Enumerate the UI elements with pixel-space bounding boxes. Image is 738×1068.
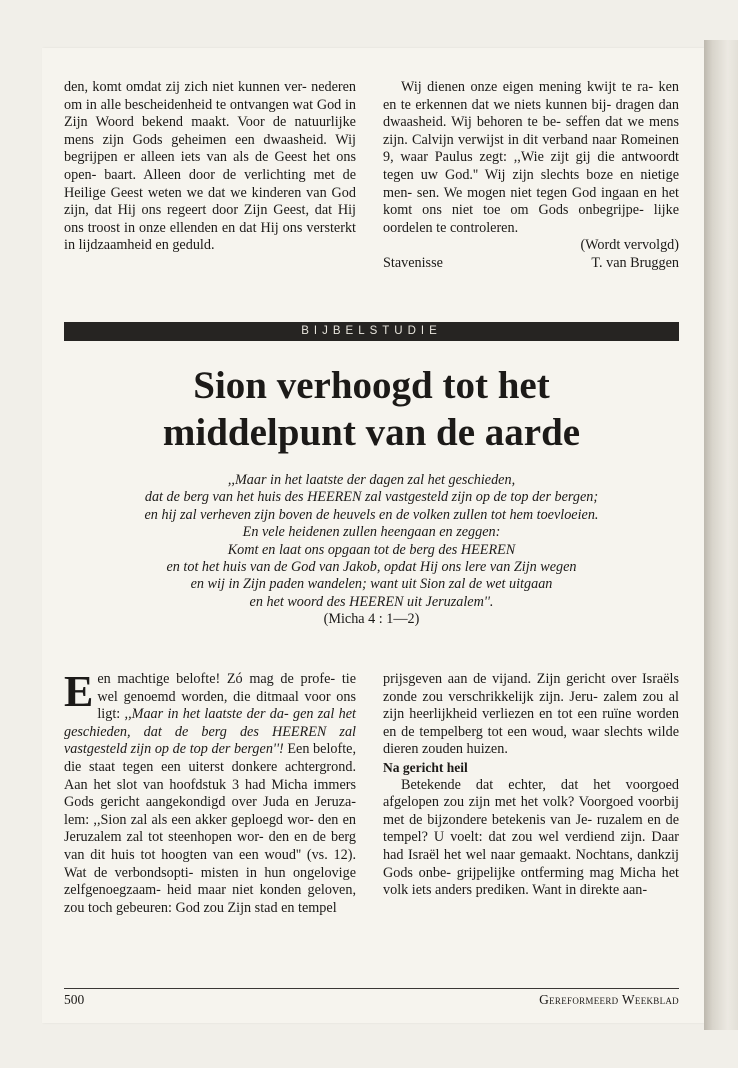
quote-line: en het woord des HEEREN uit Jeruzalem''. <box>249 593 494 610</box>
quote-line: Komt en laat ons opgaan tot de berg des HEEREN <box>227 541 516 558</box>
quote-line: ,,Maar in het laatste der dagen zal het geschieden, <box>227 472 516 488</box>
page-number: 500 <box>64 992 85 1007</box>
quote-line: dat de berg van het huis des HEEREN zal vastgesteld zijn op de top der bergen; <box>144 489 599 506</box>
drop-cap: E <box>64 667 94 716</box>
section-banner: BIJBELSTUDIE <box>64 322 679 341</box>
quote-line: en wij in Zijn paden wandelen; want uit Sion zal de wet uitgaan <box>190 576 553 593</box>
signature-line <box>383 255 679 273</box>
body-left-column <box>64 667 356 917</box>
body-left-rest: Een belofte, die staat tegen een uiterst donkere achtergrond. Aan het slot van hoofdstuk 3 had Micha immers Gods gericht aangekondigd over Juda en Jeruza- lem: ,,Sion zal als een akker geploegd wor- den en Jeruzalem zal tot steenhopen wor- den en de berg van dit huis tot hoogten van een woud'' (vs. 12). Wat de verbondsopti- misten in hun ongelovige zelfgenoegzaam- heid maar niet konden geloven, zou toch gebeuren: God zou Zijn stad en tempel <box>64 741 356 916</box>
article-title <box>64 362 679 456</box>
article-title-line-1: Sion verhoogd tot het <box>193 364 550 407</box>
signature-place: Stavenisse <box>383 254 443 271</box>
top-right-paragraph: Wij dienen onze eigen mening kwijt te ra- ken en te erkennen dat we niets kunnen bij- dragen dan dwaasheid. Wij behoren te be- seffen dat we mens zijn. Calvijn verwijst in dit verband naar Romeinen 9, waar Paulus zegt: ,,Wie zijt gij die antwoordt tegen uw God.'' Wij zijn slechts boze en nietige men- sen. We mogen niet tegen God ingaan en het komt ons niet toe om Gods onbegrijpe- lijke oordelen te controleren. <box>383 79 679 236</box>
quote-reference: (Micha 4 : 1—2) <box>323 611 420 628</box>
body-opening-paragraph <box>64 667 356 917</box>
article-title-line-2: middelpunt van de aarde <box>162 411 581 454</box>
page-footer <box>64 992 679 1008</box>
scripture-quote <box>64 472 679 629</box>
subheading: Na gericht heil <box>383 759 468 775</box>
footer-rule <box>64 988 679 989</box>
signature-author: T. van Bruggen <box>591 254 679 271</box>
top-left-column <box>64 79 356 255</box>
body-left-start: en machtige belofte! Zó mag de profe- tie wel genoemd worden, die ditmaal voor ons ligt: <box>97 671 356 723</box>
body-right-column <box>383 671 679 900</box>
body-right-paragraph-1: prijsgeven aan de vijand. Zijn gericht over Israëls zonde zou verschrikkelijk zijn. Jeru- zalem zou al zijn heerlijkheid verliezen en tot een ruïne worden en de tempelberg tot een woud, waar slechts wilde dieren zouden huizen. <box>383 671 679 758</box>
quote-line: en hij zal verheven zijn boven de heuvels en de volken zullen tot hem toevloeien. <box>144 506 599 523</box>
quote-line: En vele heidenen zullen heengaan en zeggen: <box>242 524 501 541</box>
top-left-paragraph: den, komt omdat zij zich niet kunnen ver- nederen om in alle bescheidenheid te ontvangen wat God in Zijn Woord bekend maakt. Voor de natuurlijke mens zijn Gods geheimen een dwaasheid. Wij begrijpen er alleen iets van als de Geest het ons open- baart. Alleen door de verlichting met de Heilige Geest weten we dat we kinderen van God zijn, dat Hij ons regeert door Zijn Geest, dat Hij ons troost in onze ellenden en dat Hij ons versterkt in lijdzaamheid en geduld. <box>64 79 356 254</box>
continued-note: (Wordt vervolgd) <box>580 237 679 254</box>
body-right-paragraph-2: Betekende dat echter, dat het voorgoed afgelopen zou zijn met het volk? Voorgoed voorbij met de bijzondere betekenis van Je- ruzalem en de tempel? U voelt: dat zou wel verdiend zijn. Daar had Israël het wel naar gemaakt. Nochtans, dankzij Gods onbe- grijpelijke ontferming mag Micha het volk iets anders prediken. Want in direkte aan- <box>383 776 679 899</box>
top-right-column <box>383 79 679 273</box>
quote-line: en tot het huis van de God van Jakob, opdat Hij ons lere van Zijn wegen <box>166 559 577 576</box>
body-left-quote: ,,Maar in het laatste der da- gen zal het geschieden, dat de berg des HEEREN zal vastgesteld zijn op de top der bergen''! <box>64 706 356 758</box>
page-binding-edge <box>704 40 738 1030</box>
magazine-name: Gereformeerd Weekblad <box>539 992 679 1007</box>
